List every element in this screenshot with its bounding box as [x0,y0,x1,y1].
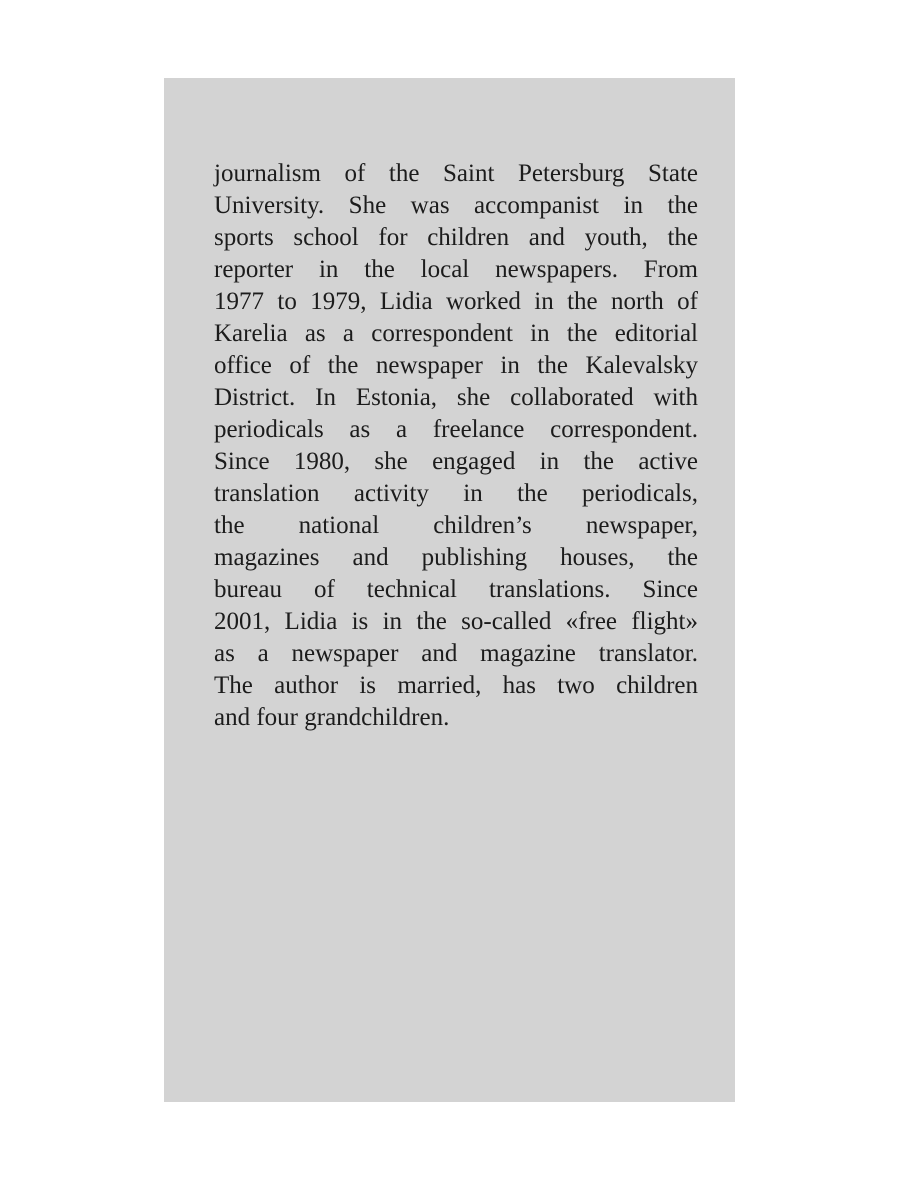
text-line: office of the newspaper in the Kalevalsky [214,352,698,379]
text-line: 2001, Lidia is in the so-called «free flight» [214,608,698,635]
text-line: District. In Estonia, she collaborated with [214,384,698,411]
text-line: and four grandchildren. [214,704,450,731]
text-line: reporter in the local newspapers. From [214,256,698,283]
text-line: periodicals as a freelance correspondent. [214,416,698,443]
text-line: translation activity in the periodicals, [214,480,698,507]
text-line: 1977 to 1979, Lidia worked in the north of [214,288,698,315]
text-line: Karelia as a correspondent in the editorial [214,320,698,347]
text-line: journalism of the Saint Petersburg State [214,160,698,187]
text-line: sports school for children and youth, the [214,224,698,251]
page-sheet [164,78,735,1102]
text-line: magazines and publishing houses, the [214,544,698,571]
text-line: the national children’s newspaper, [214,512,698,539]
text-line: as a newspaper and magazine translator. [214,640,698,667]
text-line: Since 1980, she engaged in the active [214,448,698,475]
body-paragraph [214,158,698,734]
text-line: The author is married, has two children [214,672,698,699]
text-line: bureau of technical translations. Since [214,576,698,603]
text-line: University. She was accompanist in the [214,192,698,219]
